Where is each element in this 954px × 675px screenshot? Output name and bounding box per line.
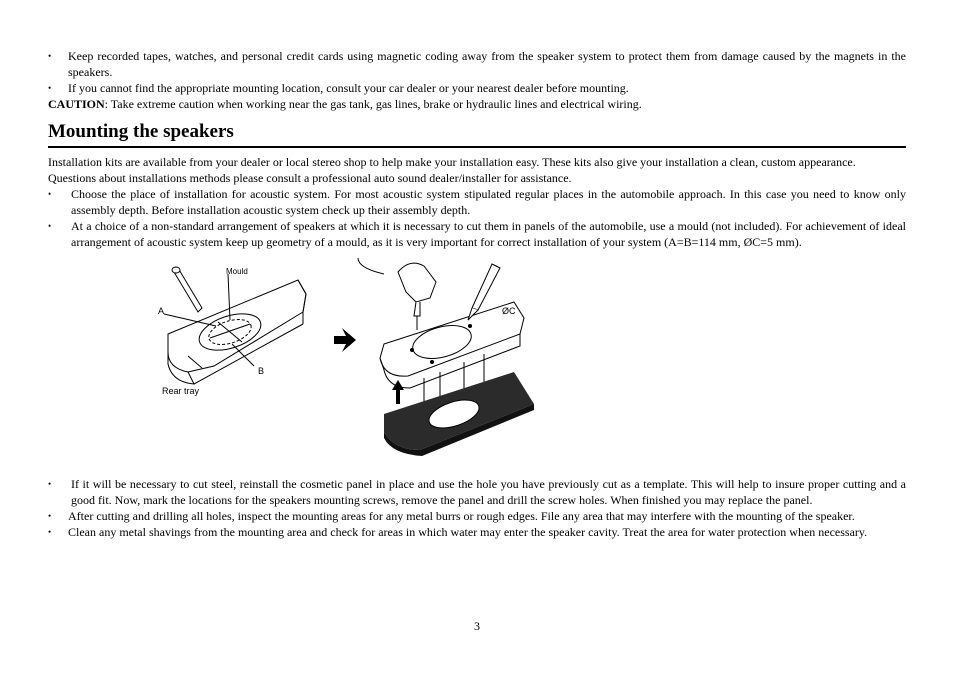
bullet-text: At a choice of a non-standard arrangement of speakers at which it is necessary to cut them in panels of the automobile, use a mould (not included). For achievement of ideal arrangement of acoustic system keep up geometry of a mould, as it is very important for correct installation of your system (A=B=114 mm, ØC=5 mm). <box>71 219 906 249</box>
label-a: A <box>158 306 165 316</box>
arrow-up-icon <box>392 380 404 404</box>
bullet-text: After cutting and drilling all holes, inspect the mounting areas for any metal burrs or rough edges. File any area that may interfere with the mounting of the speaker. <box>68 509 855 523</box>
list-item <box>48 508 906 524</box>
caution-label: CAUTION <box>48 97 105 111</box>
list-item <box>48 476 906 508</box>
list-item <box>48 80 906 96</box>
bullet-text: If you cannot find the appropriate mounting location, consult your car dealer or your nearest dealer before mounting. <box>68 81 629 95</box>
intro-paragraph: Installation kits are available from your dealer or local stereo shop to help make your installation easy. These kits also give your installation a clean, custom appearance. Questions about installations methods please consult a professional auto sound dealer/installer for assistance. <box>48 155 856 185</box>
page-number: 3 <box>474 619 480 633</box>
bullet-dot: • <box>48 479 52 489</box>
bullet-dot: • <box>48 51 52 61</box>
bullet-text: Choose the place of installation for acoustic system. For most acoustic system stipulated regular places in the automobile approach. In this case you need to know only assembly depth. Before installation acoustic system check up their assembly depth. <box>71 187 906 217</box>
bullet-dot: • <box>48 83 52 93</box>
label-mould: Mould <box>226 267 248 276</box>
page-content <box>48 48 906 540</box>
bullet-dot: • <box>48 221 52 231</box>
bullet-text: Clean any metal shavings from the mounting area and check for areas in which water may enter the speaker cavity. Treat the area for water protection when necessary. <box>68 525 868 539</box>
label-b: B <box>258 366 265 376</box>
bullet-text: If it will be necessary to cut steel, reinstall the cosmetic panel in place and use the hole you have previously cut as a template. This will help to insure proper cutting and a good fit. Now, mark the locations for the speakers mounting screws, remove the panel and drill the screw holes. When finished you may replace the panel. <box>71 477 906 507</box>
rear-tray-drawing <box>164 267 306 384</box>
label-rear-tray: Rear tray <box>162 386 200 396</box>
installation-figure <box>48 254 906 470</box>
caution-text: : Take extreme caution when working near the gas tank, gas lines, brake or hydraulic lines and electrical wiring. <box>104 97 642 111</box>
bullet-dot: • <box>48 189 52 199</box>
label-diameter-c: ØC <box>502 306 516 316</box>
bullet-dot: • <box>48 511 52 521</box>
mounting-illustration <box>158 254 538 466</box>
section-title: Mounting the speakers <box>48 112 906 148</box>
caution-note <box>48 96 906 112</box>
list-item <box>48 524 906 540</box>
list-item <box>48 186 906 218</box>
arrow-right-icon <box>334 328 356 352</box>
list-item <box>48 48 906 80</box>
bullet-text: Keep recorded tapes, watches, and personal credit cards using magnetic coding away from the speaker system to protect them from damage caused by the magnets in the speakers. <box>68 49 906 79</box>
list-item <box>48 218 906 250</box>
bullet-dot: • <box>48 527 52 537</box>
bottom-list <box>48 476 906 540</box>
